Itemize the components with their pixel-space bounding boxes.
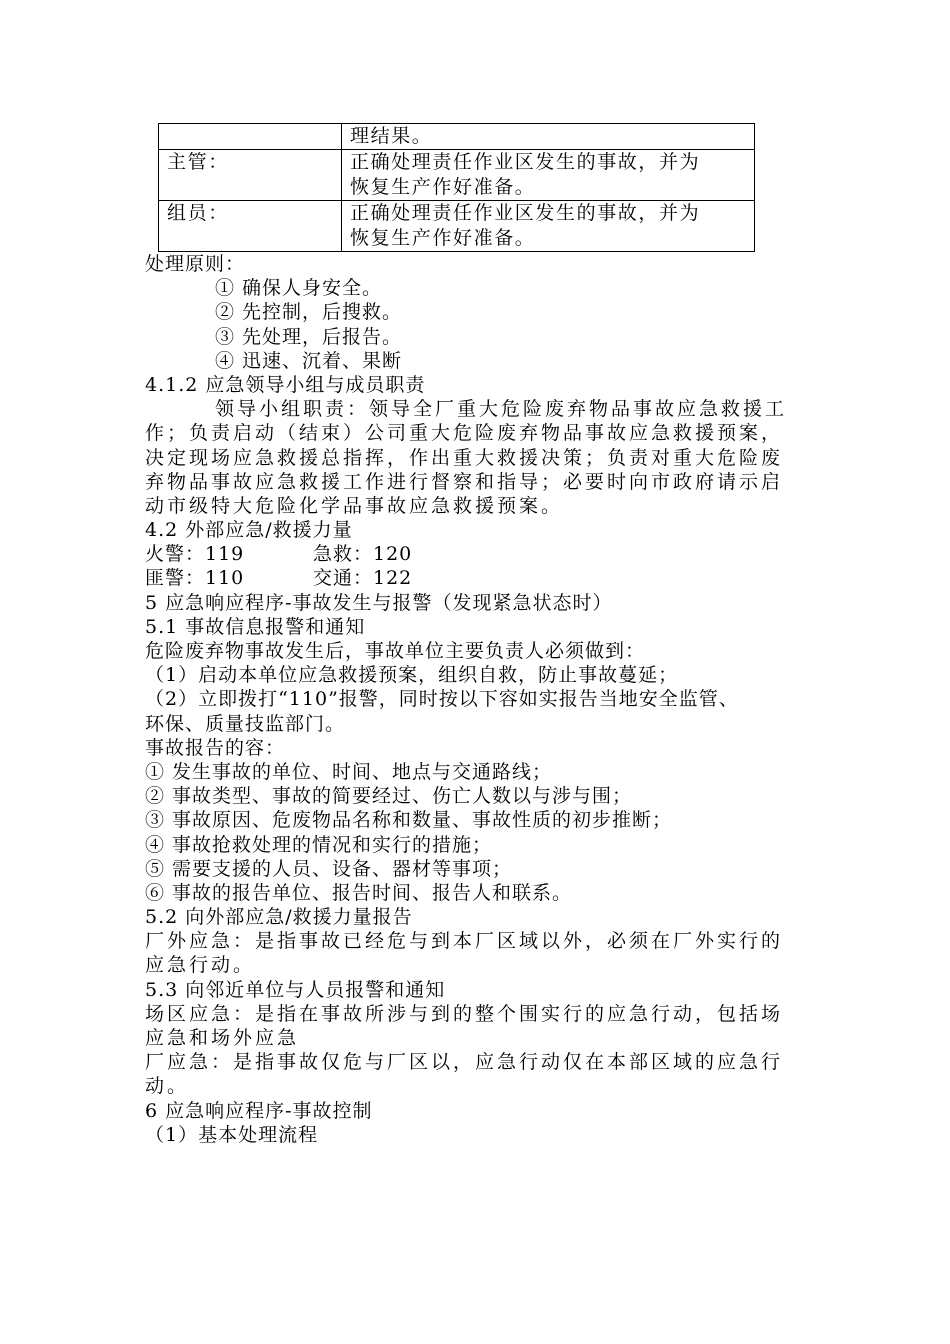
principles-heading: 处理原则：: [145, 253, 246, 275]
paragraph-line: （1）启动本单位应急救援预案，组织自救，防止事故蔓延；: [145, 664, 679, 687]
phone-row: [145, 566, 845, 590]
role-cell: [159, 124, 342, 150]
paragraph-line: （2）立即拨打“110”报警，同时按以下容如实报告当地安全监管、: [145, 688, 739, 711]
report-item: ⑤ 需要支援的人员、设备、器材等事项；: [145, 857, 513, 880]
report-item: ⑥ 事故的报告单位、报告时间、报告人和联系。: [145, 881, 573, 904]
duty-line: 恢复生产作好准备。: [350, 176, 536, 198]
paragraph-line: 动。: [145, 1075, 190, 1098]
role-cell: 主管：: [159, 150, 342, 201]
report-item: ② 事故类型、事故的简要经过、伤亡人数以与涉与围；: [145, 785, 633, 808]
paragraph-line: 决定现场应急救援总指挥，作出重大救援决策；负责对重大危险废: [145, 446, 784, 469]
report-heading: 事故报告的容：: [145, 736, 286, 759]
table-row: [159, 201, 755, 252]
duty-line: 正确处理责任作业区发生的事故，并为: [350, 151, 701, 173]
section-heading-5: 5 应急响应程序-事故发生与报警（发现紧急状态时）: [145, 591, 613, 614]
document-body: [145, 252, 845, 1147]
phone-entry: 火警：119: [145, 543, 245, 566]
duty-line: 理结果。: [350, 125, 433, 147]
principle-item: ② 先控制，后搜救。: [215, 301, 403, 324]
report-item: ④ 事故抢救处理的情况和实行的措施；: [145, 833, 493, 856]
principle-item: ③ 先处理，后报告。: [215, 325, 403, 348]
principle-item: ④ 迅速、沉着、果断: [215, 349, 403, 372]
role-cell: 组员：: [159, 201, 342, 252]
report-item: ① 发生事故的单位、时间、地点与交通路线；: [145, 760, 553, 783]
duty-table: [158, 123, 755, 252]
subsection-heading: （1）基本处理流程: [145, 1123, 319, 1146]
section-heading-5-1: 5.1 事故信息报警和通知: [145, 615, 366, 638]
paragraph-line: 作；负责启动（结束）公司重大危险废弃物品事故应急救援预案，: [145, 422, 784, 445]
section-heading-4-1-2: 4.1.2 应急领导小组与成员职责: [145, 373, 426, 396]
section-heading-5-2: 5.2 向外部应急/救援力量报告: [145, 906, 413, 929]
phone-entry: 匪警：110: [145, 567, 245, 590]
table-row: [159, 150, 755, 201]
section-heading-6: 6 应急响应程序-事故控制: [145, 1099, 373, 1122]
duty-cell: [342, 201, 755, 252]
phone-entry: 交通：122: [313, 567, 413, 590]
paragraph-line: 应急行动。: [145, 954, 256, 977]
paragraph-line: 环保、质量技监部门。: [145, 712, 346, 735]
paragraph-line: 厂应急：是指事故仅危与厂区以，应急行动仅在本部区域的应急行: [145, 1051, 784, 1074]
phone-entry: 急救：120: [313, 543, 413, 566]
paragraph-line: 厂外应急：是指事故已经危与到本厂区域以外，必须在厂外实行的: [145, 930, 784, 953]
table-row: [159, 124, 755, 150]
duty-cell: [342, 124, 755, 150]
duty-cell: [342, 150, 755, 201]
paragraph-line: 场区应急：是指在事故所涉与到的整个围实行的应急行动，包括场: [145, 1002, 784, 1025]
report-item: ③ 事故原因、危废物品名称和数量、事故性质的初步推断；: [145, 809, 673, 832]
section-heading-5-3: 5.3 向邻近单位与人员报警和通知: [145, 978, 446, 1001]
phone-row: [145, 542, 845, 566]
paragraph-line: 领导小组职责：领导全厂重大危险废弃物品事故应急救援工: [215, 398, 788, 421]
section-heading-4-2: 4.2 外部应急/救援力量: [145, 519, 353, 542]
principle-item: ① 确保人身安全。: [215, 277, 383, 300]
paragraph-line: 应急和场外应急: [145, 1027, 300, 1049]
paragraph-line: 动市级特大危险化学品事故应急救援预案。: [145, 494, 564, 517]
duty-line: 恢复生产作好准备。: [350, 227, 536, 249]
paragraph-line: 弃物品事故应急救援工作进行督察和指导；必要时向市政府请示启: [145, 470, 784, 493]
paragraph-line: 危险废弃物事故发生后，事故单位主要负责人必须做到：: [145, 640, 646, 662]
duty-line: 正确处理责任作业区发生的事故，并为: [350, 202, 701, 224]
